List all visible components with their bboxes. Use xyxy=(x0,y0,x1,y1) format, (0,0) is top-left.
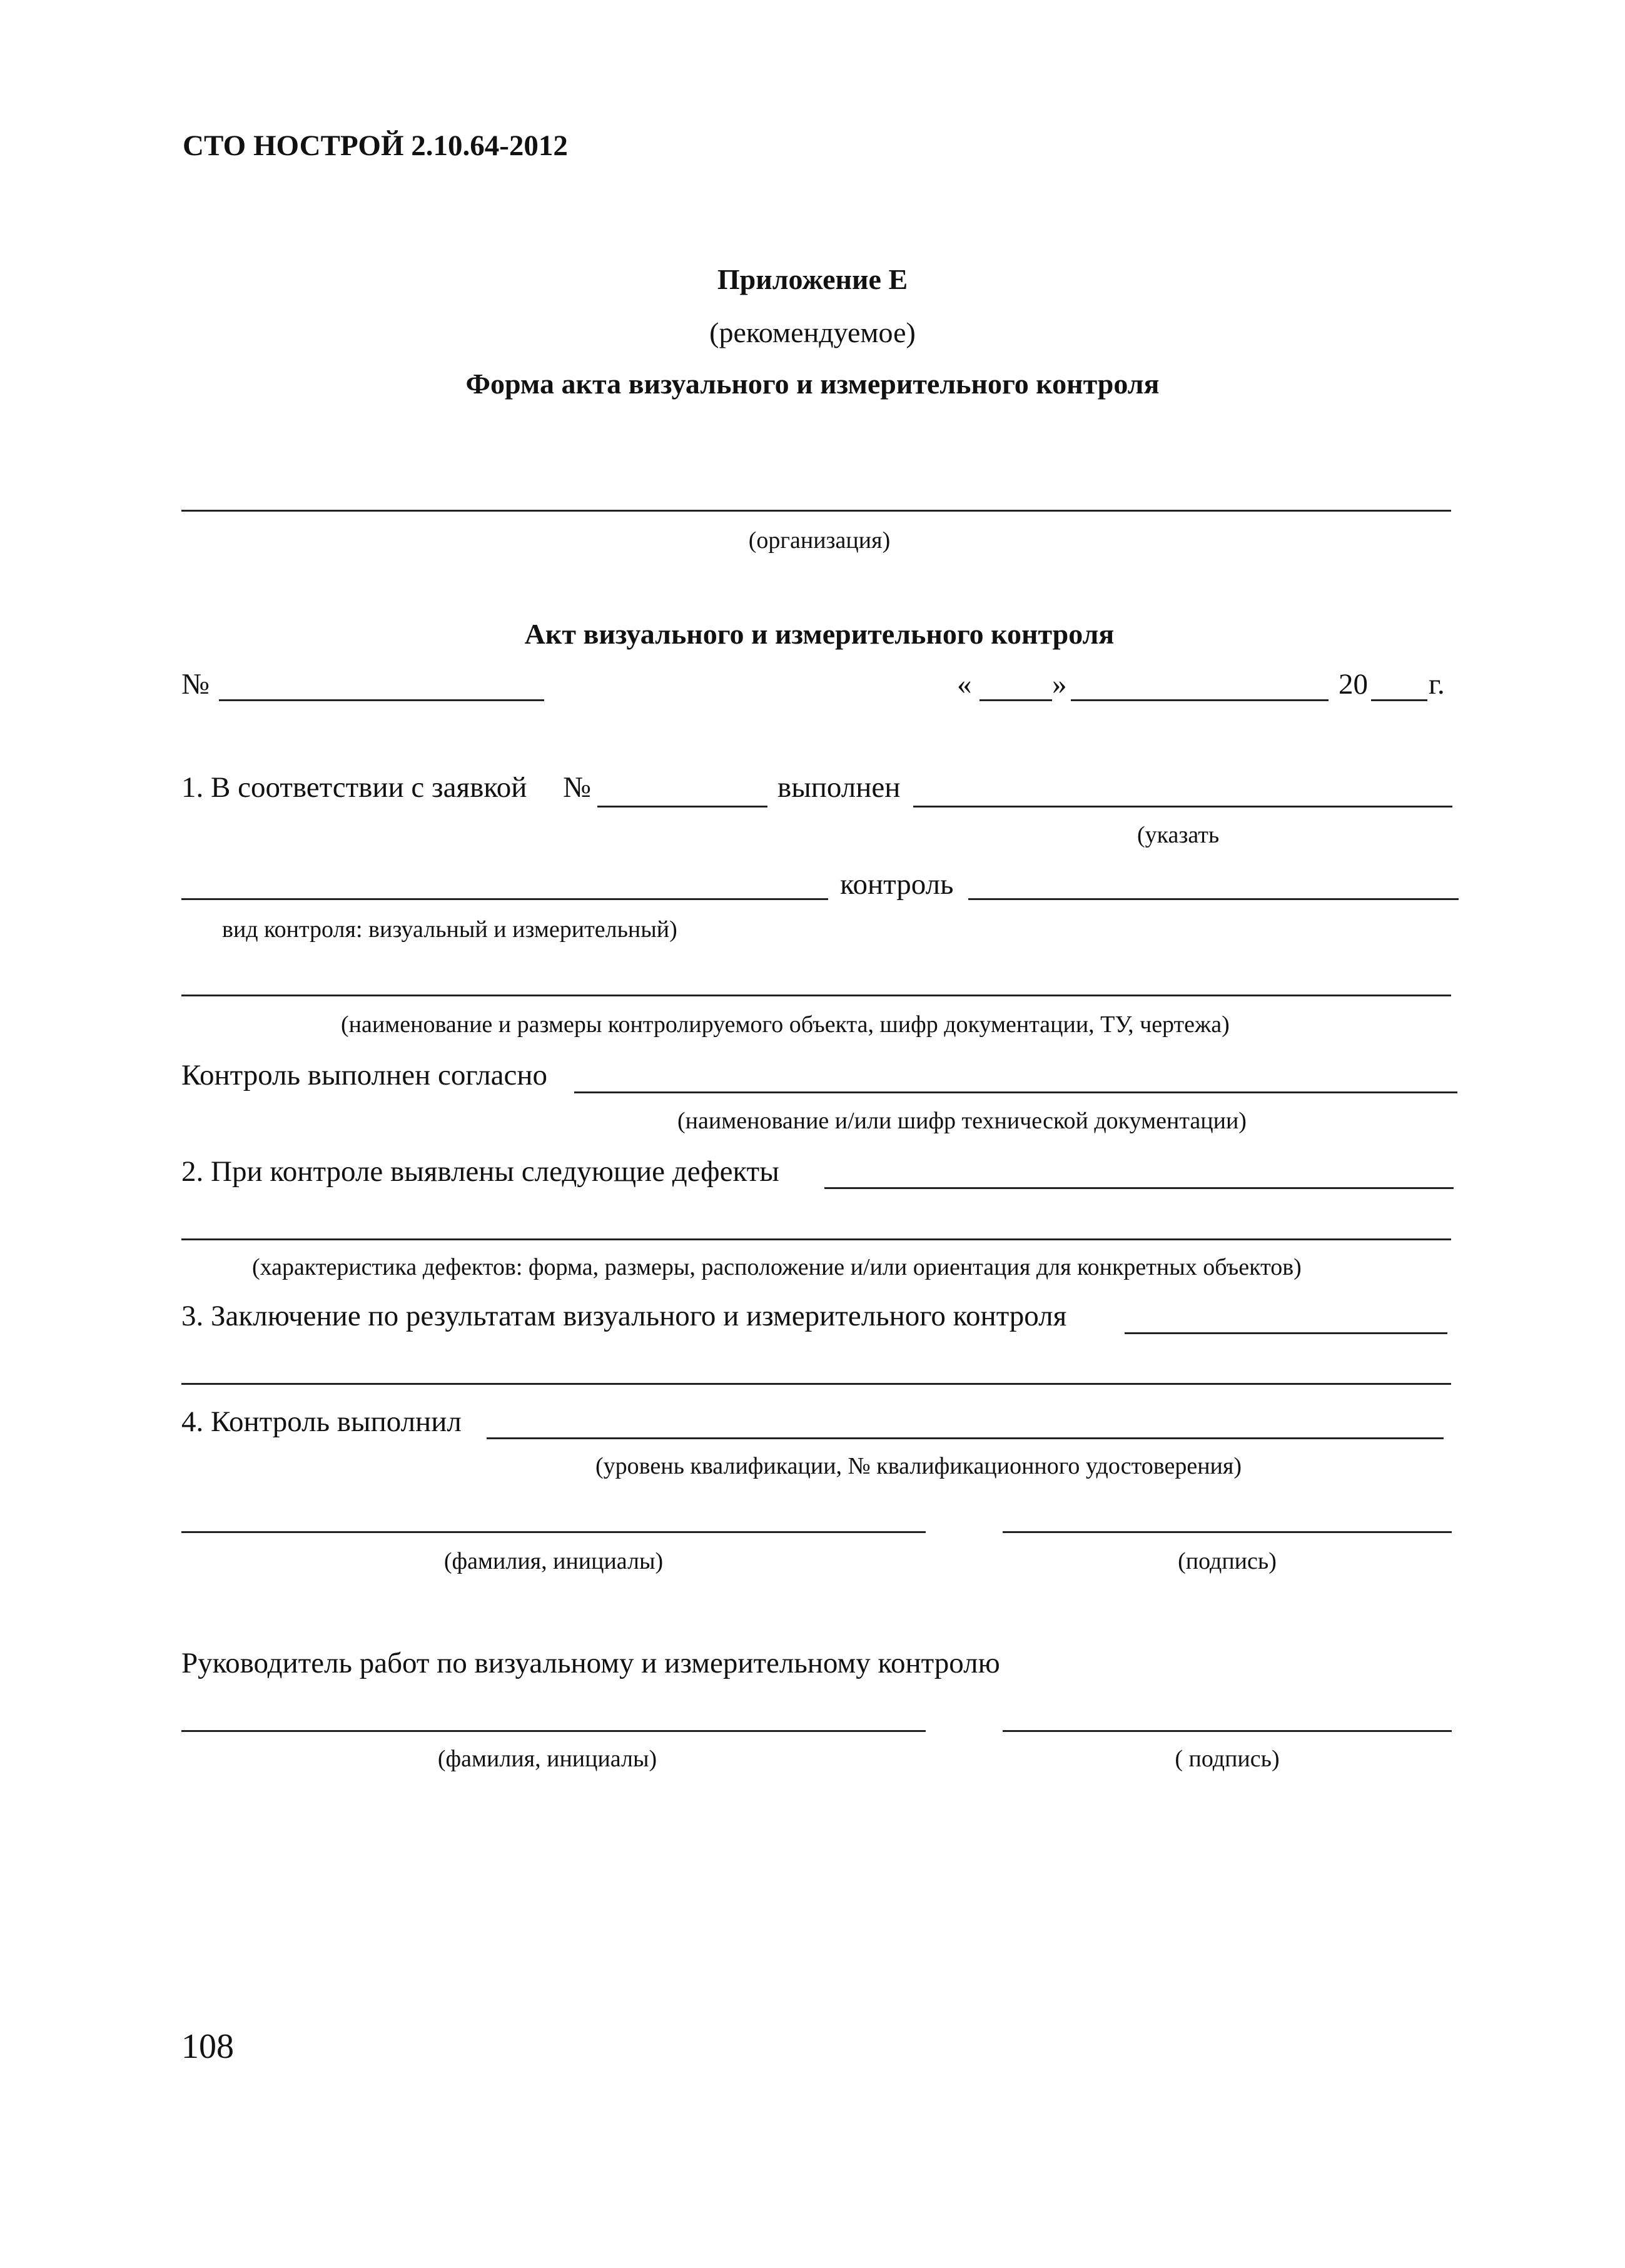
page-number: 108 xyxy=(181,2027,234,2066)
standard-designation: СТО НОСТРОЙ 2.10.64-2012 xyxy=(183,129,568,162)
year-suffix: г. xyxy=(1429,668,1445,701)
defects-field-2[interactable] xyxy=(181,1238,1451,1240)
head-name-caption: (фамилия, инициалы) xyxy=(437,1746,657,1772)
section1-request-text: 1. В соответствии с заявкой xyxy=(181,771,527,804)
defects-caption: (характеристика дефектов: форма, размеры, расположение и/или ориентация для конкретных объектов) xyxy=(252,1254,1302,1280)
act-number-sign: № xyxy=(181,668,210,701)
organization-line[interactable] xyxy=(181,510,1451,512)
section1-done-text: выполнен xyxy=(777,771,901,804)
head-of-work-text: Руководитель работ по визуальному и измерительному контролю xyxy=(181,1647,1000,1679)
section3-text: 3. Заключение по результатам визуального и измерительного контроля xyxy=(181,1300,1067,1332)
date-year-field[interactable] xyxy=(1371,699,1427,701)
conclusion-field-2[interactable] xyxy=(181,1383,1451,1385)
section4-text: 4. Контроль выполнил xyxy=(181,1405,462,1438)
qualification-caption: (уровень квалификации, № квалификационного удостоверения) xyxy=(595,1453,1242,1479)
specify-caption: (указать xyxy=(1137,822,1220,848)
act-number-field[interactable] xyxy=(219,699,544,701)
section1-control-text: контроль xyxy=(840,868,954,901)
inspector-qualification-field[interactable] xyxy=(487,1437,1444,1439)
section2-text: 2. При контроле выявлены следующие дефекты xyxy=(181,1155,779,1188)
inspector-name-field[interactable] xyxy=(181,1531,926,1533)
documentation-field[interactable] xyxy=(574,1091,1457,1093)
date-open-quote: « xyxy=(957,668,972,701)
object-caption: (наименование и размеры контролируемого объекта, шифр документации, ТУ, чертежа) xyxy=(341,1011,1230,1038)
conclusion-field-1[interactable] xyxy=(1125,1332,1447,1334)
control-object-field-2[interactable] xyxy=(181,995,1451,996)
control-type-field-2[interactable] xyxy=(181,898,828,900)
section1-according-text: Контроль выполнен согласно xyxy=(181,1059,548,1091)
head-signature-field[interactable] xyxy=(1003,1730,1452,1732)
control-type-field-1[interactable] xyxy=(913,806,1452,807)
date-month-field[interactable] xyxy=(1071,699,1329,701)
head-signature-caption: ( подпись) xyxy=(1175,1746,1280,1772)
inspector-name-caption: (фамилия, инициалы) xyxy=(443,1548,664,1574)
control-object-field-1[interactable] xyxy=(968,898,1459,900)
inspector-signature-field[interactable] xyxy=(1003,1531,1452,1533)
organization-caption: (организация) xyxy=(748,527,891,554)
appendix-title: Приложение Е xyxy=(717,263,908,295)
year-prefix: 20 xyxy=(1339,668,1368,701)
defects-field-1[interactable] xyxy=(824,1187,1454,1189)
appendix-subtitle: (рекомендуемое) xyxy=(709,316,916,348)
section1-number-sign: № xyxy=(563,771,591,804)
documentation-caption: (наименование и/или шифр технической документации) xyxy=(677,1108,1247,1134)
date-close-quote: » xyxy=(1052,668,1067,701)
control-kind-caption: вид контроля: визуальный и измерительный) xyxy=(222,916,677,943)
act-title: Акт визуального и измерительного контроля xyxy=(524,618,1115,650)
inspector-signature-caption: (подпись) xyxy=(1178,1548,1277,1574)
request-number-field[interactable] xyxy=(597,806,767,807)
date-day-field[interactable] xyxy=(980,699,1052,701)
head-name-field[interactable] xyxy=(181,1730,926,1732)
form-title: Форма акта визуального и измерительного контроля xyxy=(465,368,1160,400)
